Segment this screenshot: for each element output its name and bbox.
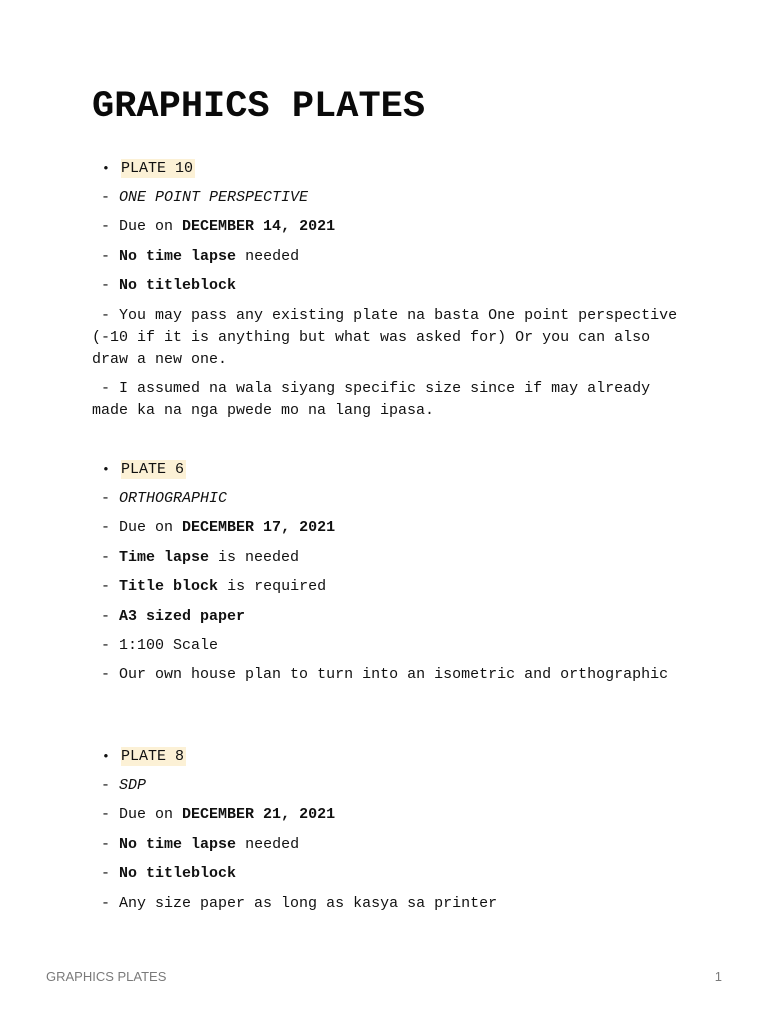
titleblock-rest: is required — [218, 578, 327, 596]
titleblock-line — [92, 863, 682, 885]
titleblock-requirement: No titleblock — [119, 277, 237, 295]
note-text: Any size paper as long as kasya sa printer — [119, 894, 498, 912]
timelapse-rest: is needed — [209, 548, 300, 566]
plate-subject: ONE POINT PERSPECTIVE — [119, 189, 309, 206]
bullet-icon: • — [102, 161, 110, 176]
note-line — [92, 664, 682, 686]
timelapse-requirement: No time lapse — [119, 247, 237, 265]
plate-subject: ORTHOGRAPHIC — [119, 490, 228, 507]
dash: - — [92, 247, 120, 265]
bullet-icon: • — [102, 462, 110, 477]
paper-size: A3 sized paper — [119, 607, 246, 625]
due-prefix: Due on — [119, 519, 183, 537]
timelapse-rest: needed — [236, 247, 300, 265]
plate-subject: SDP — [119, 777, 147, 794]
due-date: DECEMBER 21, 2021 — [182, 806, 336, 824]
plate-subject-line — [92, 488, 682, 510]
dash: - — [92, 578, 120, 596]
dash: - — [92, 865, 120, 883]
dash: - — [92, 666, 120, 684]
plate-heading — [92, 459, 682, 481]
due-date: DECEMBER 17, 2021 — [182, 519, 336, 537]
timelapse-requirement: No time lapse — [119, 835, 237, 853]
plate-section — [92, 459, 682, 694]
scale-text: 1:100 Scale — [119, 636, 219, 654]
dash: - — [92, 519, 120, 537]
titleblock-line — [92, 576, 682, 598]
titleblock-requirement: No titleblock — [119, 865, 237, 883]
timelapse-line — [92, 246, 682, 268]
dash: - — [92, 490, 120, 507]
note-line — [92, 305, 687, 371]
dash: - — [92, 607, 120, 625]
dash: - — [92, 894, 120, 912]
plate-subject-line — [92, 775, 682, 797]
footer-page-number: 1 — [714, 969, 722, 984]
due-prefix: Due on — [119, 218, 183, 236]
page-title: GRAPHICS PLATES — [92, 86, 426, 128]
dash: - — [92, 548, 120, 566]
due-date-line — [92, 804, 682, 826]
due-date-line — [92, 517, 682, 539]
timelapse-requirement: Time lapse — [119, 548, 210, 566]
plate-heading — [92, 158, 682, 180]
timelapse-rest: needed — [236, 835, 300, 853]
plate-section — [92, 158, 687, 429]
note-text: You may pass any existing plate na basta One point perspective (-10 if it is anything but what was asked for) Or you can also draw a new one. — [92, 306, 687, 368]
footer-document-name: GRAPHICS PLATES — [46, 969, 167, 984]
note-text: I assumed na wala siyang specific size since if may already made ka na nga pwede mo na lang ipasa. — [92, 379, 660, 419]
scale-line — [92, 635, 682, 657]
dash: - — [92, 189, 120, 206]
plate-label: PLATE 10 — [121, 160, 194, 177]
plate-label: PLATE 6 — [121, 461, 185, 478]
note-line — [92, 378, 682, 422]
note-text: Our own house plan to turn into an isometric and orthographic — [119, 666, 669, 684]
due-prefix: Due on — [119, 806, 183, 824]
dash: - — [92, 777, 120, 794]
dash: - — [92, 306, 120, 324]
note-line — [92, 893, 682, 915]
due-date-line — [92, 216, 682, 238]
dash: - — [92, 806, 120, 824]
titleblock-requirement: Title block — [119, 578, 219, 596]
dash: - — [92, 636, 120, 654]
dash: - — [92, 277, 120, 295]
plate-label: PLATE 8 — [121, 748, 185, 765]
plate-heading — [92, 746, 682, 768]
timelapse-line — [92, 547, 682, 569]
paper-line — [92, 606, 682, 628]
plate-section — [92, 746, 682, 922]
dash: - — [92, 835, 120, 853]
bullet-icon: • — [102, 749, 110, 764]
plate-subject-line — [92, 187, 682, 209]
dash: - — [92, 218, 120, 236]
titleblock-line — [92, 275, 682, 297]
due-date: DECEMBER 14, 2021 — [182, 218, 336, 236]
timelapse-line — [92, 834, 682, 856]
dash: - — [92, 379, 120, 397]
